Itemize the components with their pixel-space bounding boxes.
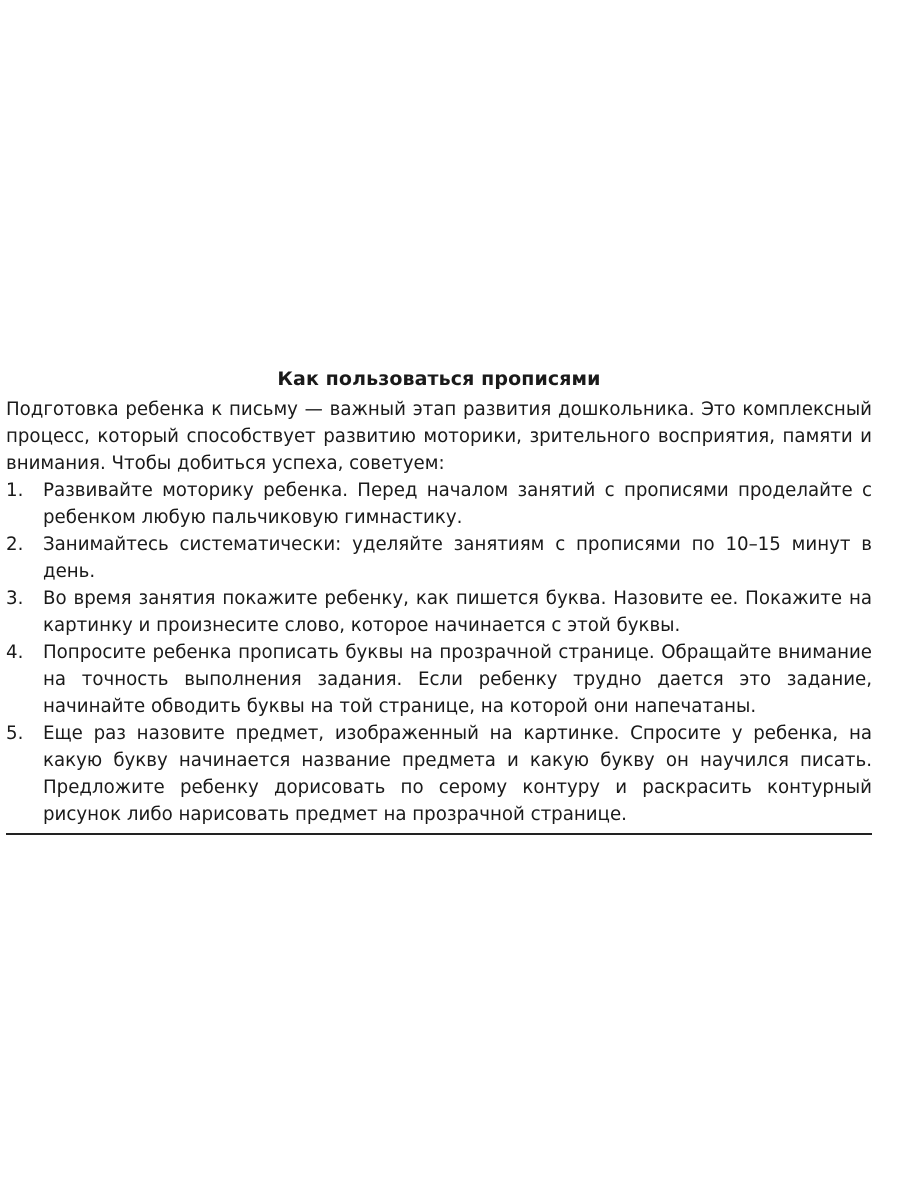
list-item-number: 3. bbox=[6, 588, 24, 609]
list-item bbox=[6, 477, 872, 531]
steps-list bbox=[6, 477, 872, 828]
horizontal-divider bbox=[6, 833, 872, 835]
list-item bbox=[6, 720, 872, 828]
list-item-number: 4. bbox=[6, 642, 24, 663]
list-item-number: 2. bbox=[6, 534, 24, 555]
list-item-text: Во время занятия покажите ребенку, как пишется буква. Назовите ее. Покажите на картинку и произнесите слово, которое начинается с этой буквы. bbox=[43, 588, 872, 636]
list-item-text: Попросите ребенка прописать буквы на прозрачной странице. Обращайте внимание на точность выполнения задания. Если ребенку трудно дается это задание, начинайте обводить буквы на той странице, на которой они напечатаны. bbox=[43, 642, 872, 717]
list-item-text: Занимайтесь систематически: уделяйте занятиям с прописями по 10–15 минут в день. bbox=[43, 534, 872, 582]
list-item-text: Развивайте моторику ребенка. Перед началом занятий с прописями проделайте с ребенком любую пальчиковую гимнастику. bbox=[43, 480, 872, 528]
page-title: Как пользоваться прописями bbox=[277, 368, 601, 390]
list-item-number: 5. bbox=[6, 723, 24, 744]
list-item bbox=[6, 585, 872, 639]
instructions-section bbox=[6, 364, 872, 828]
list-item-text: Еще раз назовите предмет, изображенный на картинке. Спросите у ребенка, на какую букву начинается название предмета и какую букву он научился писать. Предложите ребенку дорисовать по серому контуру и раскрасить контурный рисунок либо нарисовать предмет на прозрачной странице. bbox=[43, 723, 872, 825]
list-item-number: 1. bbox=[6, 480, 24, 501]
intro-paragraph: Подготовка ребенка к письму — важный этап развития дошкольника. Это комплексный процесс, который способствует развитию моторики, зрительного восприятия, памяти и внимания. Чтобы добиться успеха, советуем: bbox=[6, 399, 872, 474]
list-item bbox=[6, 531, 872, 585]
list-item bbox=[6, 639, 872, 720]
